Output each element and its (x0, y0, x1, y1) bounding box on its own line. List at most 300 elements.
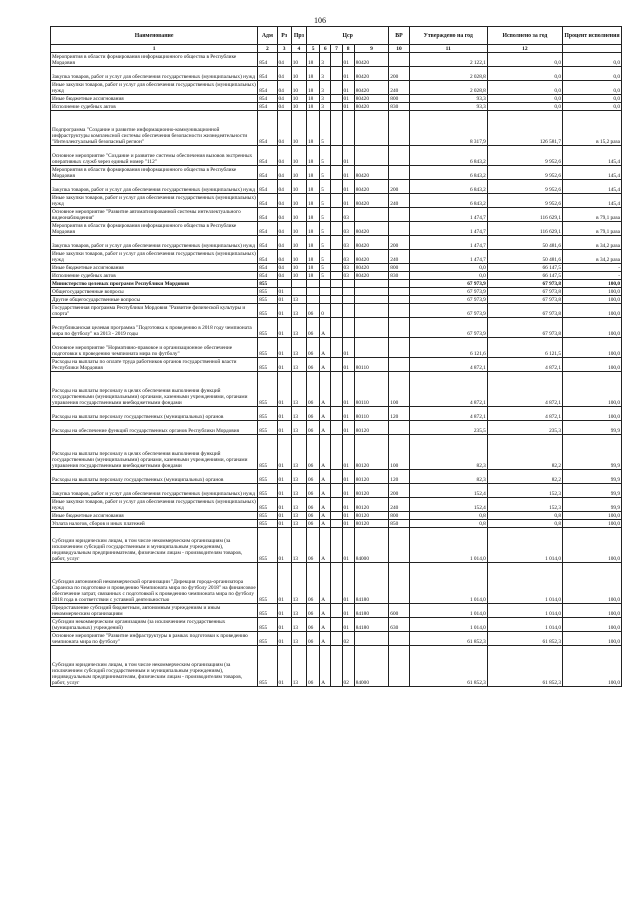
page-number: 106 (314, 16, 326, 25)
row-adm: 855 (258, 498, 277, 512)
row-executed: 116 629,1 (487, 222, 562, 236)
row-executed: 1 014,0 (487, 618, 562, 632)
row-prz: 13 (291, 618, 306, 632)
row-csr-5: 80120 (354, 435, 389, 470)
row-vr (389, 288, 409, 296)
row-rz: 01 (277, 618, 291, 632)
row-csr-5: 80110 (354, 372, 389, 407)
table-row (51, 103, 622, 111)
row-executed: 1 014,0 (487, 563, 562, 604)
row-prz: 13 (291, 435, 306, 470)
row-rz: 04 (277, 81, 291, 95)
row-adm: 855 (258, 604, 277, 618)
row-csr-5 (354, 288, 389, 296)
row-percent: 145,4 (563, 166, 622, 180)
row-prz (291, 288, 306, 296)
table-row (51, 236, 622, 250)
row-executed: 9 952,6 (487, 194, 562, 208)
row-csr-1: 06 (307, 304, 320, 318)
row-csr-4: 01 (342, 520, 354, 528)
row-csr-1: 18 (307, 272, 320, 280)
row-executed: 61 852,3 (487, 646, 562, 687)
row-executed: 50 481,6 (487, 236, 562, 250)
row-csr-3 (331, 250, 342, 264)
row-csr-2: 3 (320, 103, 331, 111)
row-csr-1: 06 (307, 435, 320, 470)
table-row (51, 618, 622, 632)
row-csr-5: 80420 (354, 67, 389, 81)
row-adm: 854 (258, 194, 277, 208)
row-csr-4: 01 (342, 484, 354, 498)
row-percent: 100,0 (563, 604, 622, 618)
table-row (51, 338, 622, 358)
row-csr-2: А (320, 338, 331, 358)
row-approved: 152,4 (409, 484, 487, 498)
row-adm: 854 (258, 111, 277, 146)
row-executed: 235,3 (487, 421, 562, 435)
row-name: Расходы на выплаты персоналу в целях обеспечения выполнения функций государственными (муниципальными) органами, казенными учреждениями, органами управления государственными внебюджетными фондами (51, 435, 258, 470)
row-csr-3 (331, 512, 342, 520)
row-prz: 10 (291, 222, 306, 236)
row-prz (291, 280, 306, 288)
row-csr-2: А (320, 528, 331, 563)
table-row (51, 512, 622, 520)
row-csr-2: 5 (320, 180, 331, 194)
row-rz: 04 (277, 67, 291, 81)
row-csr-3 (331, 264, 342, 272)
row-rz: 04 (277, 194, 291, 208)
row-csr-3 (331, 222, 342, 236)
row-rz: 04 (277, 103, 291, 111)
row-prz: 10 (291, 264, 306, 272)
row-csr-1: 06 (307, 318, 320, 338)
row-approved: 1 474,7 (409, 222, 487, 236)
row-vr: 830 (389, 103, 409, 111)
row-csr-3 (331, 318, 342, 338)
row-executed: 50 481,6 (487, 250, 562, 264)
row-csr-5: 84180 (354, 604, 389, 618)
row-percent: 100,0 (563, 646, 622, 687)
row-csr-1: 18 (307, 180, 320, 194)
row-csr-1: 18 (307, 194, 320, 208)
row-csr-3 (331, 563, 342, 604)
row-adm: 854 (258, 180, 277, 194)
row-csr-1: 06 (307, 407, 320, 421)
row-percent: 145,4 (563, 146, 622, 166)
row-vr (389, 304, 409, 318)
colnum: 8 (342, 45, 354, 53)
row-csr-2: 3 (320, 95, 331, 103)
row-executed: 66 147,5 (487, 272, 562, 280)
row-vr: 100 (389, 372, 409, 407)
row-rz: 04 (277, 111, 291, 146)
row-csr-2: А (320, 512, 331, 520)
row-executed: 82,2 (487, 470, 562, 484)
row-approved: 93,3 (409, 103, 487, 111)
colnum: 3 (277, 45, 291, 53)
row-csr-1: 06 (307, 498, 320, 512)
row-rz: 04 (277, 250, 291, 264)
row-approved: 4 872,1 (409, 358, 487, 372)
row-percent: 100,0 (563, 528, 622, 563)
row-rz: 01 (277, 528, 291, 563)
row-csr-4: 01 (342, 372, 354, 407)
row-adm: 855 (258, 618, 277, 632)
row-csr-4: 01 (342, 67, 354, 81)
row-csr-2: 5 (320, 194, 331, 208)
row-csr-5: 80420 (354, 236, 389, 250)
table-row (51, 498, 622, 512)
row-adm: 855 (258, 512, 277, 520)
colnum: 11 (409, 45, 487, 53)
row-vr (389, 296, 409, 304)
row-rz: 01 (277, 288, 291, 296)
row-adm: 854 (258, 95, 277, 103)
row-vr (389, 528, 409, 563)
row-name: Иные бюджетные ассигнования (51, 95, 258, 103)
row-name: Основное мероприятие "Создание и развитие системы обеспечения вызовов экстренных оперативных служб через единый номер "112" (51, 146, 258, 166)
row-vr: 100 (389, 435, 409, 470)
row-prz: 13 (291, 338, 306, 358)
row-percent: 99,9 (563, 498, 622, 512)
row-csr-4: 03 (342, 208, 354, 222)
row-percent: 100,0 (563, 372, 622, 407)
row-percent: 100,0 (563, 512, 622, 520)
row-percent: 99,9 (563, 421, 622, 435)
row-rz: 01 (277, 498, 291, 512)
row-csr-3 (331, 288, 342, 296)
row-csr-1: 06 (307, 470, 320, 484)
row-percent: - (563, 264, 622, 272)
row-name: Министерство целевых программ Республики Мордовия (51, 280, 258, 288)
table-row (51, 272, 622, 280)
row-rz: 01 (277, 372, 291, 407)
row-prz: 10 (291, 250, 306, 264)
row-name: Расходы на выплаты персоналу в целях обеспечения выполнения функций государственными (муниципальными) органами, казенными учреждениями, органами управления государственными внебюджетными фондами (51, 372, 258, 407)
row-approved: 82,3 (409, 470, 487, 484)
table-row (51, 318, 622, 338)
row-rz: 01 (277, 435, 291, 470)
row-prz: 10 (291, 95, 306, 103)
row-csr-5: 80420 (354, 53, 389, 67)
row-csr-3 (331, 67, 342, 81)
row-csr-2: 5 (320, 250, 331, 264)
column-number-row (51, 45, 622, 53)
header-prz: Прз (291, 27, 306, 45)
row-csr-5: 80420 (354, 95, 389, 103)
row-approved: 0,0 (409, 272, 487, 280)
row-adm: 854 (258, 236, 277, 250)
row-name: Мероприятия в области формирования информационного общества в Республике Мордовия (51, 222, 258, 236)
row-rz: 01 (277, 646, 291, 687)
row-csr-2: 5 (320, 111, 331, 146)
table-row (51, 484, 622, 498)
row-adm: 855 (258, 646, 277, 687)
row-csr-5: 80420 (354, 264, 389, 272)
row-csr-4: 02 (342, 646, 354, 687)
row-adm: 855 (258, 304, 277, 318)
row-csr-2: А (320, 358, 331, 372)
row-name: Иные закупки товаров, работ и услуг для обеспечения государственных (муниципальных) нужд (52, 499, 256, 511)
row-adm: 855 (258, 421, 277, 435)
row-rz: 04 (277, 208, 291, 222)
row-percent: в 15,2 раза (563, 111, 622, 146)
row-prz: 13 (291, 604, 306, 618)
row-csr-4: 01 (342, 180, 354, 194)
row-name: Подпрограмма "Создание и развитие информационно-коммуникационной инфраструктуры комплексной системы обеспечения безопасности жизнедеятельности "Интеллектуальный безопасный регион" (51, 111, 258, 146)
row-rz: 04 (277, 264, 291, 272)
row-vr: 630 (389, 618, 409, 632)
row-approved: 235,5 (409, 421, 487, 435)
row-csr-1: 06 (307, 632, 320, 646)
row-csr-5: 80420 (354, 222, 389, 236)
row-prz: 13 (291, 470, 306, 484)
row-csr-1: 18 (307, 208, 320, 222)
colnum: 1 (51, 45, 258, 53)
row-csr-2: А (320, 470, 331, 484)
row-csr-4 (342, 318, 354, 338)
row-vr: 600 (389, 604, 409, 618)
row-csr-3 (331, 304, 342, 318)
row-executed: 6 121,5 (487, 338, 562, 358)
header-csr: Цср (307, 27, 389, 45)
row-executed: 0,0 (487, 103, 562, 111)
row-percent: - (563, 272, 622, 280)
row-prz: 13 (291, 372, 306, 407)
colnum: 10 (389, 45, 409, 53)
colnum-spacer (563, 45, 622, 53)
row-adm: 854 (258, 208, 277, 222)
row-csr-4: 01 (342, 470, 354, 484)
row-csr-4: 01 (342, 563, 354, 604)
row-csr-3 (331, 421, 342, 435)
row-prz: 13 (291, 407, 306, 421)
row-rz: 01 (277, 407, 291, 421)
row-prz: 10 (291, 208, 306, 222)
row-rz: 01 (277, 318, 291, 338)
row-prz: 10 (291, 111, 306, 146)
row-prz: 13 (291, 563, 306, 604)
table-row (51, 166, 622, 180)
row-prz: 10 (291, 103, 306, 111)
row-csr-3 (331, 81, 342, 95)
row-rz: 04 (277, 180, 291, 194)
row-csr-4: 03 (342, 250, 354, 264)
row-csr-1: 18 (307, 236, 320, 250)
row-name: Закупка товаров, работ и услуг для обеспечения государственных (муниципальных) нужд (51, 180, 258, 194)
row-csr-2: 3 (320, 67, 331, 81)
row-percent: 0,0 (563, 81, 622, 95)
row-approved: 1 014,0 (409, 528, 487, 563)
table-row (51, 632, 622, 646)
table-row (51, 81, 622, 95)
row-csr-4: 03 (342, 222, 354, 236)
row-csr-5: 80420 (354, 250, 389, 264)
row-csr-5: 84180 (354, 618, 389, 632)
row-csr-4: 01 (342, 498, 354, 512)
row-csr-4: 01 (342, 435, 354, 470)
row-csr-4 (342, 111, 354, 146)
row-percent: 100,0 (563, 280, 622, 288)
row-name: Закупка товаров, работ и услуг для обеспечения государственных (муниципальных) нужд (51, 236, 258, 250)
row-approved: 6 843,2 (409, 180, 487, 194)
row-executed: 0,8 (487, 520, 562, 528)
row-vr: 240 (389, 498, 409, 512)
row-vr (389, 166, 409, 180)
row-approved: 67 973,9 (409, 280, 487, 288)
row-csr-2: А (320, 318, 331, 338)
table-row (51, 520, 622, 528)
row-csr-2: 5 (320, 222, 331, 236)
row-csr-3 (331, 372, 342, 407)
row-approved: 0,0 (409, 264, 487, 272)
row-rz: 01 (277, 358, 291, 372)
row-percent: 100,0 (563, 358, 622, 372)
row-executed: 67 973,8 (487, 318, 562, 338)
row-csr-2: 0 (320, 304, 331, 318)
row-name: Основное мероприятие "Развитие автоматизированной системы интеллектуального видеонаблюдения" (51, 208, 258, 222)
row-approved: 6 843,2 (409, 146, 487, 166)
row-name: Иные закупки товаров, работ и услуг для обеспечения государственных (муниципальных) нужд (52, 195, 256, 207)
row-csr-1: 18 (307, 222, 320, 236)
row-approved: 0,8 (409, 520, 487, 528)
row-csr-1: 18 (307, 53, 320, 67)
row-csr-5 (354, 632, 389, 646)
row-csr-1 (307, 280, 320, 288)
row-csr-1 (307, 296, 320, 304)
row-name: Общегосударственные вопросы (51, 288, 258, 296)
colnum: 7 (331, 45, 342, 53)
row-prz: 10 (291, 194, 306, 208)
row-name: Расходы на выплаты персоналу государственных (муниципальных) органов (51, 470, 258, 484)
row-prz: 10 (291, 146, 306, 166)
row-executed: 0,0 (487, 81, 562, 95)
row-approved: 6 843,2 (409, 194, 487, 208)
row-executed: 126 581,7 (487, 111, 562, 146)
row-percent: в 79,1 раза (563, 222, 622, 236)
row-name: Мероприятия в области формирования информационного общества в Республике Мордовия (51, 166, 258, 180)
row-vr: 200 (389, 484, 409, 498)
row-approved: 1 474,7 (409, 208, 487, 222)
row-adm: 854 (258, 103, 277, 111)
row-csr-1: 06 (307, 604, 320, 618)
row-approved: 1 014,0 (409, 563, 487, 604)
row-approved: 4 872,1 (409, 372, 487, 407)
row-name: Предоставление субсидий бюджетным, автономным учреждениям и иным некоммерческим организациям (51, 604, 258, 618)
row-csr-1: 06 (307, 563, 320, 604)
row-percent: 0,0 (563, 53, 622, 67)
row-csr-5: 80420 (354, 272, 389, 280)
row-csr-4: 01 (342, 103, 354, 111)
row-percent: в 34,2 раза (563, 236, 622, 250)
row-csr-5: 80120 (354, 470, 389, 484)
row-prz: 10 (291, 166, 306, 180)
row-csr-4: 01 (342, 421, 354, 435)
row-rz (277, 280, 291, 288)
row-vr: 240 (389, 250, 409, 264)
row-vr (389, 563, 409, 604)
row-approved: 1 014,0 (409, 604, 487, 618)
row-prz: 13 (291, 646, 306, 687)
row-csr-5 (354, 111, 389, 146)
colnum: 6 (320, 45, 331, 53)
row-csr-4: 01 (342, 146, 354, 166)
table-row (51, 264, 622, 272)
row-rz: 01 (277, 338, 291, 358)
table-row (51, 358, 622, 372)
row-approved: 1 474,7 (409, 250, 487, 264)
row-csr-4 (342, 296, 354, 304)
row-csr-4: 01 (342, 166, 354, 180)
row-csr-3 (331, 338, 342, 358)
row-vr: 240 (389, 194, 409, 208)
row-executed: 9 952,6 (487, 166, 562, 180)
row-name: Расходы на выплаты по оплате труда работников органов государственной власти Республики Мордовия (51, 358, 258, 372)
row-percent: 0,0 (563, 95, 622, 103)
row-csr-4: 03 (342, 264, 354, 272)
row-csr-2: 5 (320, 264, 331, 272)
table-row (51, 372, 622, 407)
row-executed: 4 872,1 (487, 407, 562, 421)
row-vr (389, 318, 409, 338)
row-csr-3 (331, 618, 342, 632)
row-rz: 01 (277, 604, 291, 618)
row-csr-3 (331, 166, 342, 180)
row-rz: 01 (277, 563, 291, 604)
row-percent: 100,0 (563, 296, 622, 304)
row-csr-1: 06 (307, 372, 320, 407)
row-percent: 100,0 (563, 618, 622, 632)
row-csr-3 (331, 407, 342, 421)
row-rz: 04 (277, 222, 291, 236)
table-row (51, 67, 622, 81)
row-approved: 67 973,9 (409, 304, 487, 318)
row-name: Мероприятия в области формирования информационного общества в Республике Мордовия (51, 53, 258, 67)
row-csr-5: 84000 (354, 528, 389, 563)
row-executed: 9 952,6 (487, 146, 562, 166)
row-csr-2: 5 (320, 236, 331, 250)
row-percent: 99,9 (563, 470, 622, 484)
row-csr-2: А (320, 372, 331, 407)
row-executed: 82,2 (487, 435, 562, 470)
row-csr-4: 01 (342, 618, 354, 632)
row-percent: 100,0 (563, 520, 622, 528)
row-approved: 2 028,8 (409, 81, 487, 95)
row-csr-1 (307, 288, 320, 296)
table-row (51, 111, 622, 146)
row-vr (389, 646, 409, 687)
header-row (51, 27, 622, 45)
row-rz: 01 (277, 296, 291, 304)
row-prz: 13 (291, 318, 306, 338)
row-csr-3 (331, 111, 342, 146)
row-csr-1: 18 (307, 264, 320, 272)
row-name: Расходы на выплаты персоналу государственных (муниципальных) органов (51, 407, 258, 421)
row-csr-1: 18 (307, 67, 320, 81)
row-adm: 855 (258, 358, 277, 372)
row-rz: 01 (277, 470, 291, 484)
row-executed: 61 852,3 (487, 632, 562, 646)
row-approved: 93,3 (409, 95, 487, 103)
row-name: Другие общегосударственные вопросы (51, 296, 258, 304)
row-csr-2: А (320, 646, 331, 687)
table-body (51, 53, 622, 687)
row-csr-3 (331, 95, 342, 103)
row-csr-5: 80120 (354, 512, 389, 520)
row-executed: 0,0 (487, 95, 562, 103)
row-csr-3 (331, 180, 342, 194)
row-csr-2: А (320, 618, 331, 632)
